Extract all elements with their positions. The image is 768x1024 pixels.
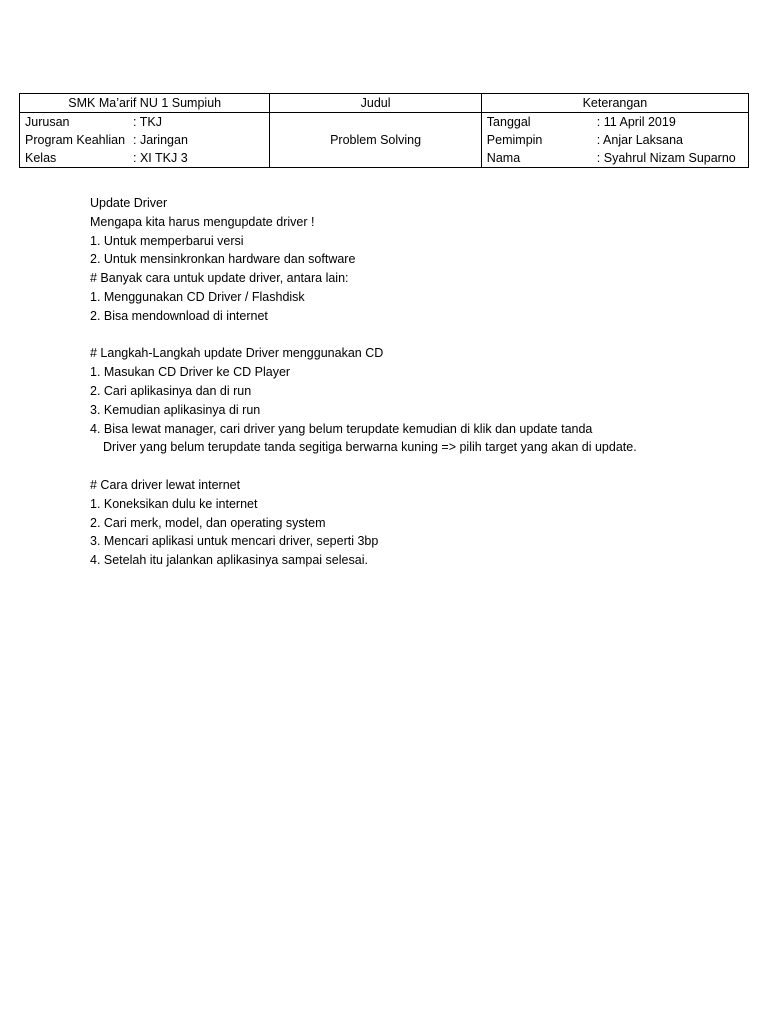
- program-keahlian-row: [25, 131, 264, 149]
- list-item: 4. Bisa lewat manager, cari driver yang belum terupdate kemudian di klik dan update tanda: [90, 421, 593, 436]
- kelas-row: [25, 149, 264, 167]
- nama-row: [487, 149, 743, 167]
- school-name: SMK Ma’arif NU 1 Sumpiuh: [20, 94, 270, 113]
- subheading: # Langkah-Langkah update Driver menggunakan CD: [90, 346, 384, 361]
- header-table: [19, 93, 749, 168]
- pemimpin-value: : Anjar Laksana: [596, 133, 683, 147]
- keterangan-label: Keterangan: [481, 94, 748, 113]
- question-line: Mengapa kita harus mengupdate driver !: [90, 214, 315, 229]
- pemimpin-row: [487, 131, 743, 149]
- program-keahlian-value: : Jaringan: [133, 133, 188, 147]
- spacer: [90, 326, 730, 345]
- program-keahlian-label: Program Keahlian: [25, 133, 126, 147]
- list-item-continuation: Driver yang belum terupdate tanda segitiga berwarna kuning => pilih target yang akan di update.: [103, 440, 637, 455]
- document-body: [90, 194, 730, 570]
- header-row-details: [20, 113, 749, 168]
- list-item: 1. Koneksikan dulu ke internet: [90, 496, 258, 511]
- list-item: 1. Menggunakan CD Driver / Flashdisk: [90, 289, 305, 304]
- judul-value: Problem Solving: [270, 113, 481, 168]
- list-item: 2. Cari aplikasinya dan di run: [90, 383, 252, 398]
- kelas-value: : XI TKJ 3: [133, 151, 188, 165]
- list-item: 4. Setelah itu jalankan aplikasinya sampai selesai.: [90, 553, 368, 568]
- tanggal-value: : 11 April 2019: [596, 115, 676, 129]
- list-item: 3. Kemudian aplikasinya di run: [90, 402, 261, 417]
- list-item: 2. Cari merk, model, dan operating system: [90, 515, 326, 530]
- jurusan-row: [25, 113, 264, 131]
- subheading: # Banyak cara untuk update driver, antara lain:: [90, 271, 349, 286]
- spacer: [90, 457, 730, 476]
- kelas-label: Kelas: [25, 151, 57, 165]
- student-info-cell: [20, 113, 270, 168]
- list-item: 1. Masukan CD Driver ke CD Player: [90, 365, 291, 380]
- tanggal-row: [487, 113, 743, 131]
- header-row-titles: [20, 94, 749, 113]
- list-item: 1. Untuk memperbarui versi: [90, 233, 244, 248]
- list-item: 2. Untuk mensinkronkan hardware dan software: [90, 252, 356, 267]
- list-item: 3. Mencari aplikasi untuk mencari driver, seperti 3bp: [90, 534, 379, 549]
- nama-value: : Syahrul Nizam Suparno: [596, 151, 736, 165]
- keterangan-info-cell: [481, 113, 748, 168]
- section-title: Update Driver: [90, 196, 168, 210]
- pemimpin-label: Pemimpin: [486, 133, 543, 147]
- tanggal-label: Tanggal: [486, 115, 531, 129]
- nama-label: Nama: [486, 151, 521, 165]
- jurusan-value: : TKJ: [133, 115, 162, 129]
- judul-label: Judul: [270, 94, 481, 113]
- list-item: 2. Bisa mendownload di internet: [90, 308, 268, 323]
- subheading: # Cara driver lewat internet: [90, 477, 241, 492]
- jurusan-label: Jurusan: [25, 115, 70, 129]
